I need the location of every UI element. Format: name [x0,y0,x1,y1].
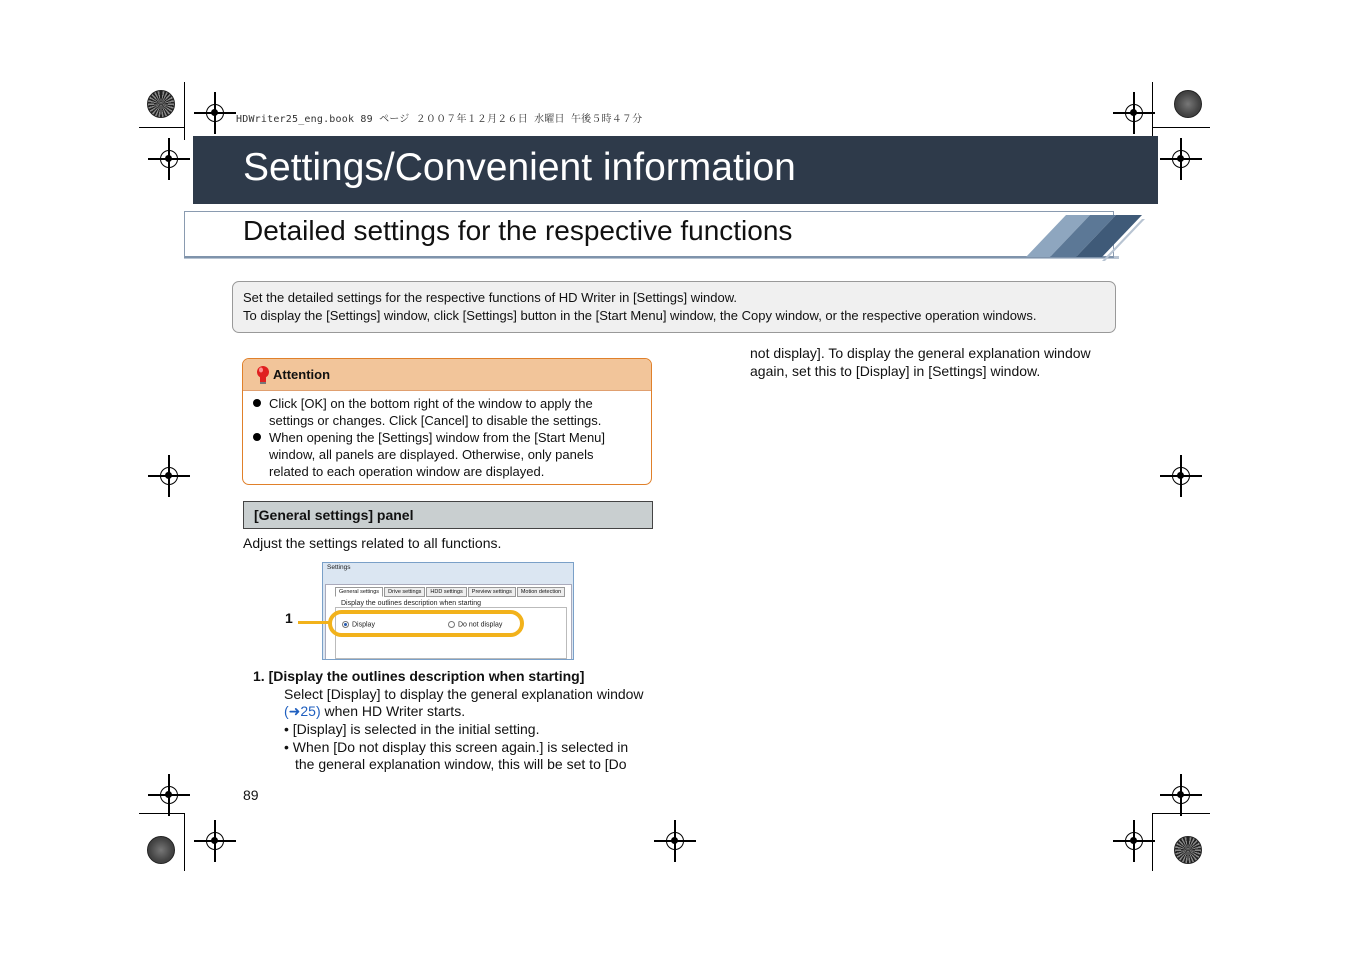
bullet-icon [253,433,261,441]
tab-motion-detection: Motion detection [517,587,565,597]
callout-number: 1 [285,610,293,626]
tab-drive-settings: Drive settings [384,587,425,597]
panel-heading: [General settings] panel [243,501,653,529]
chapter-title: Settings/Convenient information [243,146,796,189]
registration-mark [206,104,224,122]
registration-wheel-top-right [1174,90,1202,118]
callout-leader-line [298,621,330,624]
tab-preview-settings: Preview settings [468,587,516,597]
registration-mark [206,832,224,850]
highlight-ring [328,610,524,637]
crop-mark [1152,127,1210,128]
panel-description: Adjust the settings related to all functions. [243,535,502,551]
registration-wheel-bottom-left [147,836,175,864]
intro-line: To display the [Settings] window, click [Settings] button in the [Start Menu] window, the Copy window, or the respective operation windows. [243,308,1037,323]
registration-mark [666,832,684,850]
item-bullet: • [Display] is selected in the initial setting. [284,721,540,737]
registration-mark [1125,832,1143,850]
item-bullet-continued: the general explanation window, this will be set to [Do [295,756,627,772]
attention-list [253,395,643,480]
crop-mark [184,82,185,140]
attention-item: When opening the [Settings] window from the [Start Menu] window, all panels are displayed. Otherwise, only panels related to each operation window are displayed. [253,429,643,480]
right-column-text: not display]. To display the general explanation window [750,345,1091,361]
page-number: 89 [243,787,259,803]
tab-general-settings: General settings [335,587,383,597]
bullet-icon [253,399,261,407]
item-description-line: (➜25) when HD Writer starts. [284,703,466,719]
crop-mark [1152,813,1153,871]
crop-mark [139,813,185,814]
right-column-text: again, set this to [Display] in [Settings] window. [750,363,1041,379]
screenshot-tabs [335,587,565,597]
tab-hdd-settings: HDD settings [426,587,466,597]
attention-header [243,359,651,391]
attention-title: Attention [273,367,331,382]
registration-mark [160,150,178,168]
crop-mark [184,813,185,871]
intro-box [232,281,1116,333]
section-stripes-decoration [1020,211,1145,261]
radio-display: Display [342,621,375,628]
intro-line: Set the detailed settings for the respective functions of HD Writer in [Settings] window. [243,290,738,305]
crop-mark [139,127,185,128]
screenshot-group-label: Display the outlines description when starting [341,600,482,607]
registration-mark [1172,467,1190,485]
registration-wheel-bottom-right [1174,836,1202,864]
file-info: HDWriter25_eng.book 89 ページ ２００７年１２月２６日 水曜日 午後５時４７分 [236,114,643,125]
crop-mark [1152,82,1153,140]
registration-wheel-top-left [147,90,175,118]
lightbulb-icon [256,365,270,385]
registration-mark [1172,786,1190,804]
page-reference-link[interactable]: (➜25) [284,703,321,719]
item-heading: 1. [Display the outlines description when starting] [253,668,585,684]
registration-mark [1125,104,1143,122]
registration-mark [160,467,178,485]
crop-mark [1152,813,1210,814]
section-title: Detailed settings for the respective functions [243,215,793,246]
item-bullet: • When [Do not display this screen again.] is selected in [284,739,629,755]
radio-do-not-display: Do not display [448,621,502,628]
screenshot-window-title: Settings [327,564,351,571]
attention-box [242,358,652,485]
registration-mark [160,786,178,804]
item-description: Select [Display] to display the general explanation window [284,686,644,702]
registration-mark [1172,150,1190,168]
attention-item: Click [OK] on the bottom right of the window to apply the settings or changes. Click [Cancel] to disable the settings. [253,395,643,429]
